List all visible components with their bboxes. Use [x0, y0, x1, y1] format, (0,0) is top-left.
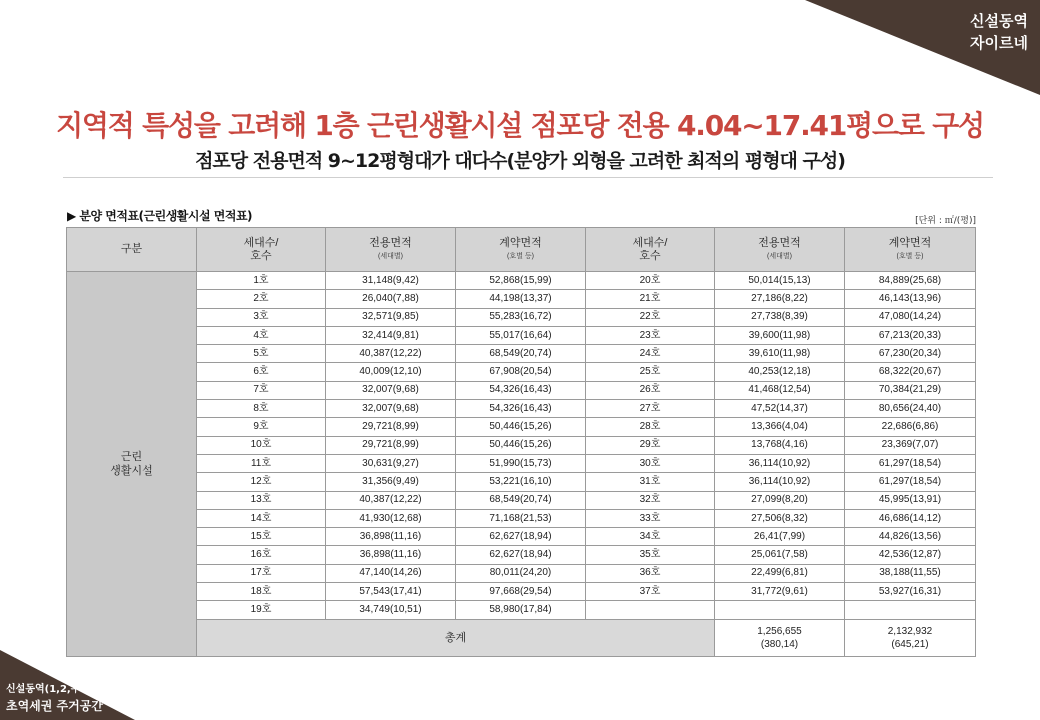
table-cell: 68,549(20,74) — [456, 345, 586, 363]
table-cell: 26,040(7,88) — [326, 290, 456, 308]
project-name-line1: 신설동역 — [970, 12, 1028, 30]
table-cell: 29,721(8,99) — [326, 436, 456, 454]
table-cell: 31,772(9,61) — [715, 583, 845, 601]
table-cell: 32,007(9,68) — [326, 400, 456, 418]
table-cell: 5호 — [197, 345, 326, 363]
table-cell: 36,898(11,16) — [326, 546, 456, 564]
table-cell: 13,366(4,04) — [715, 418, 845, 436]
table-cell: 27,186(8,22) — [715, 290, 845, 308]
table-row — [67, 418, 976, 436]
table-cell: 32,007(9,68) — [326, 381, 456, 399]
subheadline: 점포당 전용면적 9~12평형대가 대다수(분양가 외형을 고려한 최적의 평형대 구성) — [195, 150, 845, 172]
table-cell: 46,143(13,96) — [845, 290, 976, 308]
table-cell: 62,627(18,94) — [456, 528, 586, 546]
table-cell: 18호 — [197, 583, 326, 601]
table-cell: 29호 — [586, 436, 715, 454]
table-cell: 84,889(25,68) — [845, 272, 976, 290]
table-row — [67, 583, 976, 601]
header-units-right: 세대수/ 호수 — [586, 228, 715, 272]
table-cell: 58,980(17,84) — [456, 601, 586, 619]
divider — [63, 177, 993, 178]
table-cell: 36,114(10,92) — [715, 454, 845, 472]
table-cell: 9호 — [197, 418, 326, 436]
table-cell: 68,322(20,67) — [845, 363, 976, 381]
table-cell: 39,610(11,98) — [715, 345, 845, 363]
table-cell: 16호 — [197, 546, 326, 564]
table-cell: 70,384(21,29) — [845, 381, 976, 399]
table-cell: 36,898(11,16) — [326, 528, 456, 546]
table-cell: 11호 — [197, 454, 326, 472]
table-cell: 21호 — [586, 290, 715, 308]
table-row — [67, 290, 976, 308]
table-cell: 14호 — [197, 509, 326, 527]
table-cell: 27,099(8,20) — [715, 491, 845, 509]
table-cell: 6호 — [197, 363, 326, 381]
total-label: 총계 — [197, 619, 715, 656]
unit-note: [단위 : ㎡/(평)] — [915, 216, 976, 226]
table-cell: 46,686(14,12) — [845, 509, 976, 527]
table-header-row — [67, 228, 976, 272]
table-row — [67, 601, 976, 619]
table-row — [67, 400, 976, 418]
table-cell: 51,990(15,73) — [456, 454, 586, 472]
location-badge — [6, 682, 114, 714]
table-row — [67, 436, 976, 454]
table-cell: 37호 — [586, 583, 715, 601]
table-title: ▶ 분양 면적표(근린생활시설 면적표) — [67, 209, 253, 223]
headline: 지역적 특성을 고려해 1층 근린생활시설 점포당 전용 4.04~17.41평으로 구성 — [56, 109, 984, 142]
table-cell: 33호 — [586, 509, 715, 527]
area-table — [66, 227, 976, 657]
table-cell: 40,387(12,22) — [326, 345, 456, 363]
table-cell: 62,627(18,94) — [456, 546, 586, 564]
table-cell: 53,927(16,31) — [845, 583, 976, 601]
table-cell: 22,499(6,81) — [715, 564, 845, 582]
table-cell: 3호 — [197, 308, 326, 326]
table-cell: 27,738(8,39) — [715, 308, 845, 326]
table-cell: 50,014(15,13) — [715, 272, 845, 290]
table-row — [67, 272, 976, 290]
table-cell: 67,213(20,33) — [845, 326, 976, 344]
header-units-left: 세대수/ 호수 — [197, 228, 326, 272]
table-cell: 12호 — [197, 473, 326, 491]
table-cell: 8호 — [197, 400, 326, 418]
table-cell: 35호 — [586, 546, 715, 564]
table-cell: 50,446(15,26) — [456, 436, 586, 454]
table-cell: 4호 — [197, 326, 326, 344]
table-cell: 67,908(20,54) — [456, 363, 586, 381]
table-cell: 31,148(9,42) — [326, 272, 456, 290]
table-cell: 17호 — [197, 564, 326, 582]
table-cell: 7호 — [197, 381, 326, 399]
table-cell: 34호 — [586, 528, 715, 546]
table-cell: 61,297(18,54) — [845, 473, 976, 491]
table-cell: 1호 — [197, 272, 326, 290]
header-category: 구분 — [67, 228, 197, 272]
header-contract-area-right: 계약면적 (호별 등) — [845, 228, 976, 272]
table-cell: 39,600(11,98) — [715, 326, 845, 344]
table-row — [67, 345, 976, 363]
table-cell: 25호 — [586, 363, 715, 381]
table-cell: 40,387(12,22) — [326, 491, 456, 509]
table-cell: 25,061(7,58) — [715, 546, 845, 564]
table-cell: 32,571(9,85) — [326, 308, 456, 326]
table-cell: 10호 — [197, 436, 326, 454]
table-row — [67, 454, 976, 472]
table-cell: 41,468(12,54) — [715, 381, 845, 399]
table-cell: 27,506(8,32) — [715, 509, 845, 527]
table-cell: 13,768(4,16) — [715, 436, 845, 454]
table-cell: 54,326(16,43) — [456, 381, 586, 399]
table-cell: 24호 — [586, 345, 715, 363]
table-cell: 40,253(12,18) — [715, 363, 845, 381]
table-cell: 55,283(16,72) — [456, 308, 586, 326]
table-cell: 31호 — [586, 473, 715, 491]
table-cell: 97,668(29,54) — [456, 583, 586, 601]
table-cell: 23,369(7,07) — [845, 436, 976, 454]
table-cell: 52,868(15,99) — [456, 272, 586, 290]
table-cell — [845, 601, 976, 619]
header-exclusive-area-right: 전용면적 (세대별) — [715, 228, 845, 272]
table-cell: 32호 — [586, 491, 715, 509]
table-cell: 15호 — [197, 528, 326, 546]
table-cell: 19호 — [197, 601, 326, 619]
table-cell: 30,631(9,27) — [326, 454, 456, 472]
category-cell: 근린 생활시설 — [67, 272, 197, 657]
table-cell: 47,52(14,37) — [715, 400, 845, 418]
table-cell: 29,721(8,99) — [326, 418, 456, 436]
total-row — [67, 619, 976, 656]
table-cell: 20호 — [586, 272, 715, 290]
table-cell: 26,41(7,99) — [715, 528, 845, 546]
table-cell: 50,446(15,26) — [456, 418, 586, 436]
table-cell: 61,297(18,54) — [845, 454, 976, 472]
table-cell: 41,930(12,68) — [326, 509, 456, 527]
project-name-badge — [970, 10, 1028, 54]
table-cell: 13호 — [197, 491, 326, 509]
table-row — [67, 509, 976, 527]
table-row — [67, 308, 976, 326]
table-cell: 57,543(17,41) — [326, 583, 456, 601]
table-cell: 44,198(13,37) — [456, 290, 586, 308]
table-cell: 53,221(16,10) — [456, 473, 586, 491]
table-cell: 36호 — [586, 564, 715, 582]
header-contract-area-left: 계약면적 (호별 등) — [456, 228, 586, 272]
table-cell: 23호 — [586, 326, 715, 344]
table-cell: 36,114(10,92) — [715, 473, 845, 491]
table-cell: 68,549(20,74) — [456, 491, 586, 509]
table-cell: 40,009(12,10) — [326, 363, 456, 381]
table-cell: 22,686(6,86) — [845, 418, 976, 436]
table-cell: 27호 — [586, 400, 715, 418]
table-cell: 54,326(16,43) — [456, 400, 586, 418]
location-line1: 신설동역(1,2,우이신설) — [6, 684, 114, 695]
total-exclusive-area: 1,256,655 (380,14) — [715, 619, 845, 656]
table-cell: 47,080(14,24) — [845, 308, 976, 326]
table-row — [67, 564, 976, 582]
location-line2: 초역세권 주거공간 — [6, 699, 103, 713]
table-cell — [586, 601, 715, 619]
table-cell — [715, 601, 845, 619]
table-cell: 30호 — [586, 454, 715, 472]
table-cell: 2호 — [197, 290, 326, 308]
table-cell: 42,536(12,87) — [845, 546, 976, 564]
table-cell: 44,826(13,56) — [845, 528, 976, 546]
project-name-line2: 자이르네 — [970, 34, 1028, 52]
table-cell: 28호 — [586, 418, 715, 436]
table-row — [67, 381, 976, 399]
table-cell: 80,011(24,20) — [456, 564, 586, 582]
table-row — [67, 473, 976, 491]
table-cell: 34,749(10,51) — [326, 601, 456, 619]
table-cell: 45,995(13,91) — [845, 491, 976, 509]
table-cell: 80,656(24,40) — [845, 400, 976, 418]
table-cell: 31,356(9,49) — [326, 473, 456, 491]
table-cell: 32,414(9,81) — [326, 326, 456, 344]
table-cell: 22호 — [586, 308, 715, 326]
table-cell: 47,140(14,26) — [326, 564, 456, 582]
table-row — [67, 491, 976, 509]
table-cell: 26호 — [586, 381, 715, 399]
table-cell: 38,188(11,55) — [845, 564, 976, 582]
table-row — [67, 528, 976, 546]
header-exclusive-area-left: 전용면적 (세대별) — [326, 228, 456, 272]
table-cell: 71,168(21,53) — [456, 509, 586, 527]
table-cell: 55,017(16,64) — [456, 326, 586, 344]
table-row — [67, 546, 976, 564]
table-cell: 67,230(20,34) — [845, 345, 976, 363]
table-row — [67, 326, 976, 344]
total-contract-area: 2,132,932 (645,21) — [845, 619, 976, 656]
table-row — [67, 363, 976, 381]
